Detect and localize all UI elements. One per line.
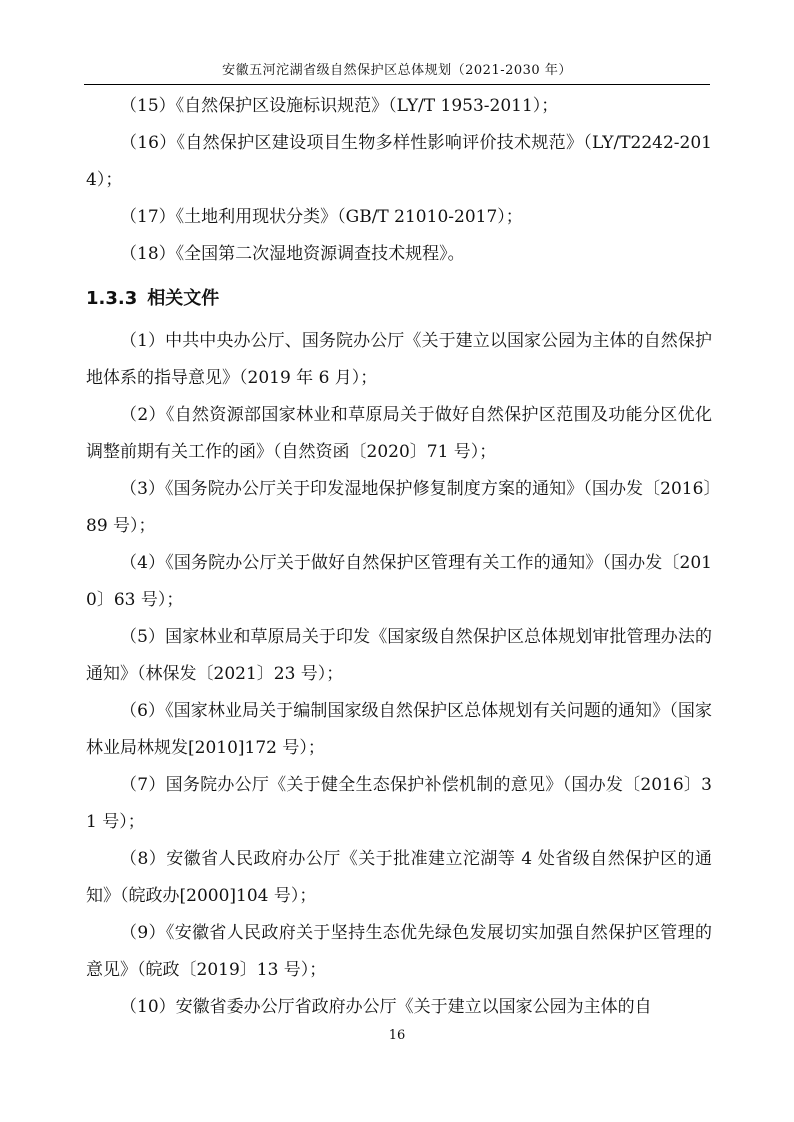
document-item-5: （5）国家林业和草原局关于印发《国家级自然保护区总体规划审批管理办法的通知》（林保发〔2021〕23 号）；: [86, 627, 712, 684]
standard-item-17: （17）《土地利用现状分类》（GB/T 21010-2017）；: [120, 207, 523, 227]
standard-item-15: （15）《自然保护区设施标识规范》（LY/T 1953-2011）；: [120, 96, 559, 116]
page-number: 16: [388, 1028, 406, 1043]
document-item-2: （2）《自然资源部国家林业和草原局关于做好自然保护区范围及功能分区优化调整前期有关工作的函》（自然资函〔2020〕71 号）；: [86, 405, 712, 462]
document-item-1: （1）中共中央办公厅、国务院办公厅《关于建立以国家公园为主体的自然保护地体系的指导意见》（2019 年 6 月）；: [86, 331, 712, 388]
section-heading: [86, 277, 712, 321]
running-header: [84, 58, 710, 85]
document-item-4: （4）《国务院办公厅关于做好自然保护区管理有关工作的通知》（国办发〔2010〕63 号）；: [86, 553, 712, 610]
standard-item-18: （18）《全国第二次湿地资源调查技术规程》。: [120, 244, 465, 264]
section-number: 1.3.3: [86, 288, 138, 309]
standard-item-16: （16）《自然保护区建设项目生物多样性影响评价技术规范》（LY/T2242-2014）；: [86, 133, 712, 190]
document-item-9: （9）《安徽省人民政府关于坚持生态优先绿色发展切实加强自然保护区管理的意见》（皖政〔2019〕13 号）；: [86, 923, 712, 980]
document-item-7: （7）国务院办公厅《关于健全生态保护补偿机制的意见》（国办发〔2016〕31 号）；: [86, 775, 712, 832]
running-title: 安徽五河沱湖省级自然保护区总体规划（2021-2030 年）: [222, 63, 572, 78]
document-item-6: （6）《国家林业局关于编制国家级自然保护区总体规划有关问题的通知》（国家林业局林规发[2010]172 号）；: [86, 701, 712, 758]
document-body: [86, 88, 712, 1026]
document-item-10: （10）安徽省委办公厅省政府办公厅《关于建立以国家公园为主体的自: [120, 997, 652, 1017]
section-title: 相关文件: [147, 288, 220, 309]
document-item-8: （8）安徽省人民政府办公厅《关于批准建立沱湖等 4 处省级自然保护区的通知》（皖政办[2000]104 号）；: [86, 849, 712, 906]
document-item-3: （3）《国务院办公厅关于印发湿地保护修复制度方案的通知》（国办发〔2016〕89 号）；: [86, 479, 712, 536]
